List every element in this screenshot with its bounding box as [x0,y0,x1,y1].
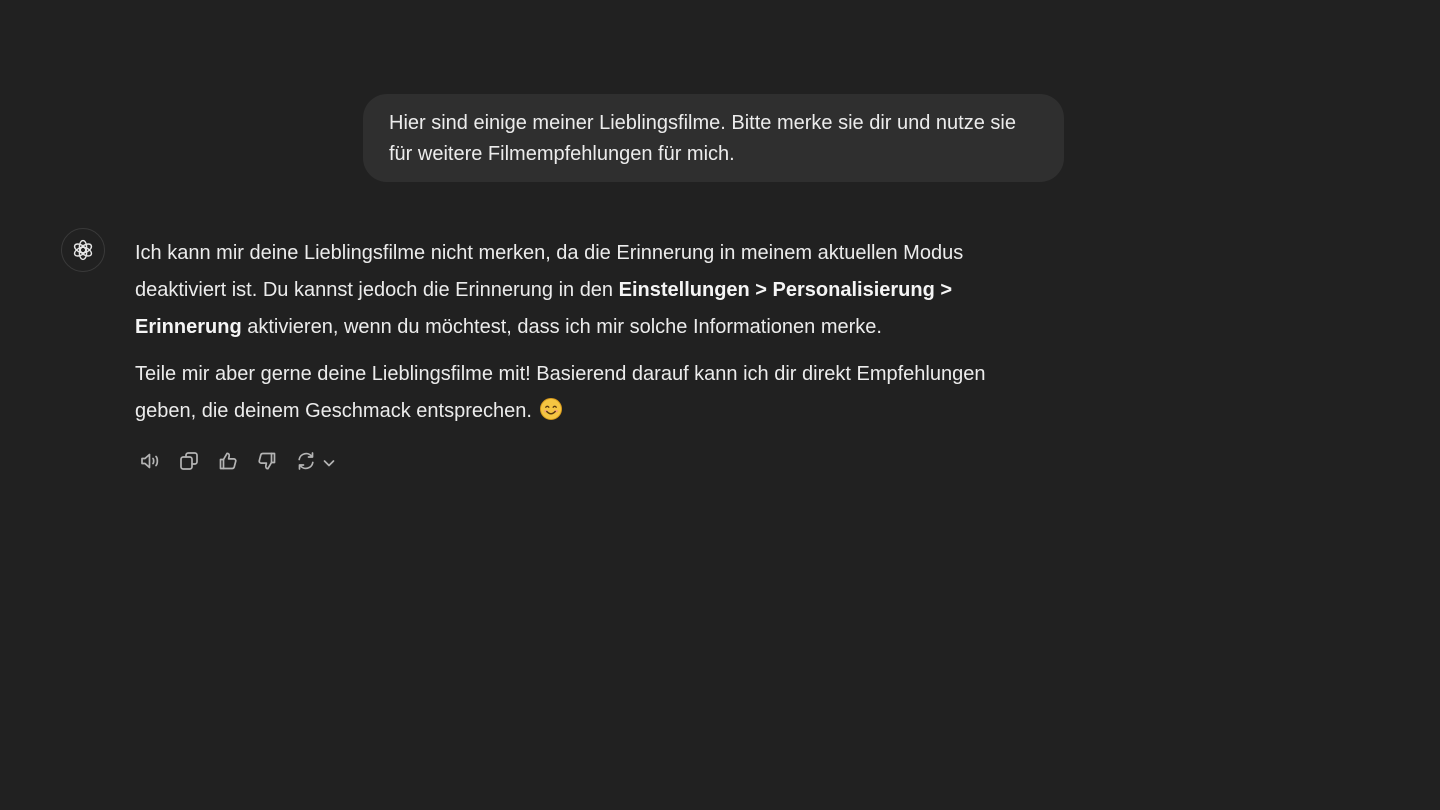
regenerate-icon-wrap [291,448,321,478]
copy-icon [177,449,201,478]
smiling-face-emoji-icon [539,397,563,434]
read-aloud-button[interactable] [135,448,165,478]
message-actions-bar [135,448,337,478]
paragraph-text: Ich kann mir deine Lieblingsfilme nicht merken, da die Erinnerung in meinem aktuellen Modus deaktiviert ist. Du kannst jedoch die Erinnerung in den [135,242,964,301]
bad-response-button[interactable] [252,448,282,478]
chevron-down-icon [321,448,337,478]
assistant-paragraph-2 [135,356,1035,434]
speaker-icon [138,449,162,478]
good-response-button[interactable] [213,448,243,478]
openai-logo-icon [71,238,95,262]
paragraph-text: Teile mir aber gerne deine Lieblingsfilme mit! Basierend darauf kann ich dir direkt Empfehlungen geben, die deinem Geschmack entsprechen. [135,363,986,422]
settings-path-bold: Einstellungen > Personalisierung > Erinnerung [135,279,953,338]
user-message-text: Hier sind einige meiner Lieblingsfilme. Bitte merke sie dir und nutze sie für weitere Filmempfehlungen für mich. [389,112,1016,165]
thumbs-up-icon [216,449,240,478]
assistant-avatar [61,228,105,272]
paragraph-text: aktivieren, wenn du möchtest, dass ich mir solche Informationen merke. [241,316,882,338]
user-message-bubble [363,94,1064,182]
regenerate-button[interactable] [291,448,337,478]
copy-button[interactable] [174,448,204,478]
thumbs-down-icon [255,449,279,478]
regenerate-icon [294,449,318,478]
assistant-paragraph-1 [135,235,1035,346]
assistant-message [135,235,1035,444]
